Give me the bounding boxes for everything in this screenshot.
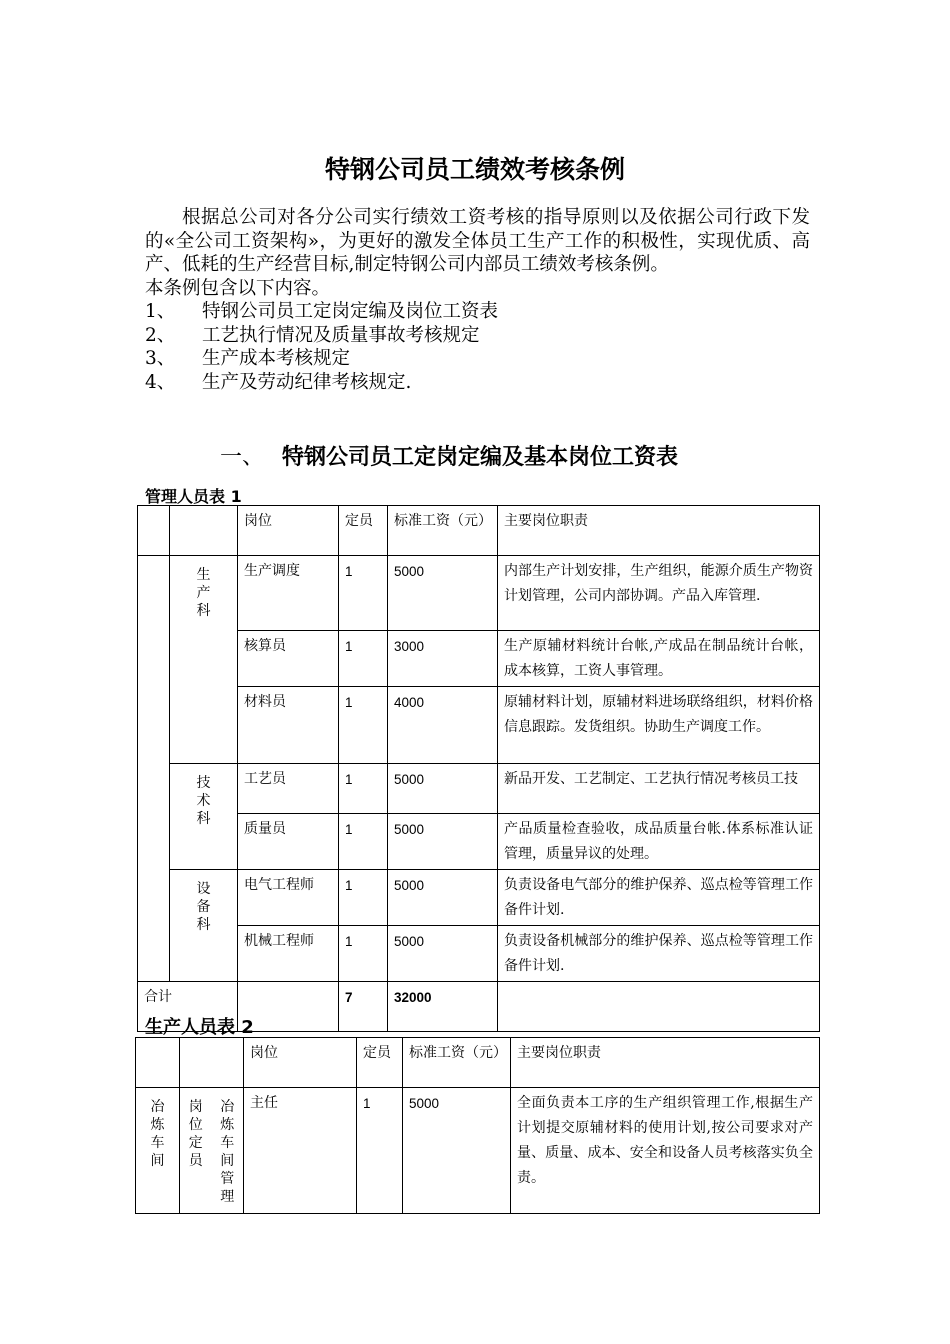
cell-duties: 内部生产计划安排，生产组织，能源介质生产物资计划管理，公司内部协调。产品入库管理. (498, 556, 820, 631)
table-header-row (138, 506, 820, 556)
subgroup-label: 岗位定员 (180, 1088, 212, 1214)
cell-position: 主任 (244, 1088, 357, 1214)
section-number: 一、 (220, 445, 265, 470)
cell-salary: 5000 (388, 556, 498, 631)
header-salary: 标准工资（元） (403, 1038, 511, 1088)
cell-quota: 1 (339, 764, 388, 814)
table-row (138, 687, 820, 764)
table-row (138, 631, 820, 687)
production-staff-table (135, 1037, 820, 1214)
group-equipment: 设备科 (170, 870, 238, 982)
empty-cell (170, 506, 238, 556)
cell-duties: 产品质量检查验收，成品质量台帐.体系标准认证管理，质量异议的处理。 (498, 814, 820, 870)
contents-number: 3、 (145, 348, 176, 369)
cell-salary: 5000 (388, 926, 498, 982)
cell-duties: 负责设备机械部分的维护保养、巡点检等管理工作备件计划. (498, 926, 820, 982)
header-salary: 标准工资（元） (388, 506, 498, 556)
contents-item (145, 371, 810, 395)
cell-position: 电气工程师 (238, 870, 339, 926)
total-salary: 32000 (388, 982, 498, 1032)
intro-paragraph: 根据总公司对各分公司实行绩效工资考核的指导原则以及依据公司行政下发的«全公司工资架构»，为更好的激发全体员工生产工作的积极性，实现优质、高产、低耗的生产经营目标,制定特钢公司内部员工绩效考核条例。 (145, 207, 810, 275)
cell-duties: 新品开发、工艺制定、工艺执行情况考核员工技 (498, 764, 820, 814)
contents-text: 特钢公司员工定岗定编及岗位工资表 (202, 301, 499, 322)
empty-cell (498, 982, 820, 1032)
contents-item (145, 300, 810, 324)
header-duties: 主要岗位职责 (511, 1038, 820, 1088)
intro-block (145, 206, 810, 394)
cell-position: 工艺员 (238, 764, 339, 814)
table-row (138, 764, 820, 814)
management-staff-table (137, 505, 820, 1032)
group-production: 生产科 (170, 556, 238, 764)
document-title: 特钢公司员工绩效考核条例 (324, 155, 625, 184)
cell-position: 核算员 (238, 631, 339, 687)
total-label: 合计 (138, 982, 238, 1032)
table-header-row (136, 1038, 820, 1088)
section-title: 特钢公司员工定岗定编及基本岗位工资表 (282, 445, 679, 470)
empty-cell (180, 1038, 244, 1088)
cell-quota: 1 (339, 556, 388, 631)
table-row (138, 870, 820, 926)
contents-text: 生产及劳动纪律考核规定. (202, 371, 412, 393)
cell-quota: 1 (339, 926, 388, 982)
category-label: 冶炼车间管理 (212, 1088, 244, 1214)
table-row (138, 556, 820, 631)
cell-salary: 5000 (388, 814, 498, 870)
header-position: 岗位 (238, 506, 339, 556)
cell-salary: 5000 (388, 764, 498, 814)
cell-salary: 3000 (388, 631, 498, 687)
cell-salary: 4000 (388, 687, 498, 764)
header-quota: 定员 (357, 1038, 403, 1088)
cell-quota: 1 (357, 1088, 403, 1214)
cell-position: 生产调度 (238, 556, 339, 631)
contents-number: 2、 (145, 324, 176, 346)
cell-duties: 全面负责本工序的生产组织管理工作,根据生产计划提交原辅材料的使用计划,按公司要求对产量、质量、成本、安全和设备人员考核落实负全责。 (511, 1088, 820, 1214)
section-heading (220, 440, 678, 471)
empty-cell (138, 556, 170, 982)
table-row (138, 814, 820, 870)
table-row (136, 1088, 820, 1214)
cell-position: 材料员 (238, 687, 339, 764)
contents-item (145, 347, 810, 371)
cell-quota: 1 (339, 814, 388, 870)
cell-salary: 5000 (403, 1088, 511, 1214)
contents-text: 工艺执行情况及质量事故考核规定 (202, 324, 480, 346)
cell-position: 质量员 (238, 814, 339, 870)
group-smelting-workshop: 冶炼车间 (136, 1088, 180, 1214)
header-quota: 定员 (339, 506, 388, 556)
contents-item (145, 324, 810, 348)
cell-quota: 1 (339, 870, 388, 926)
empty-cell (138, 506, 170, 556)
table-row (138, 926, 820, 982)
cell-duties: 负责设备电气部分的维护保养、巡点检等管理工作备件计划. (498, 870, 820, 926)
cell-duties: 原辅材料计划，原辅材料进场联络组织，材料价格信息跟踪。发货组织。协助生产调度工作。 (498, 687, 820, 764)
contents-intro: 本条例包含以下内容。 (145, 277, 331, 299)
header-duties: 主要岗位职责 (498, 506, 820, 556)
table2-caption: 生产人员表 2 (145, 1017, 254, 1038)
total-quota: 7 (339, 982, 388, 1032)
contents-number: 1、 (145, 301, 176, 322)
header-position: 岗位 (244, 1038, 357, 1088)
contents-text: 生产成本考核规定 (202, 348, 351, 369)
contents-number: 4、 (145, 371, 176, 393)
cell-position: 机械工程师 (238, 926, 339, 982)
empty-cell (136, 1038, 180, 1088)
cell-duties: 生产原辅材料统计台帐,产成品在制品统计台帐，成本核算，工资人事管理。 (498, 631, 820, 687)
cell-quota: 1 (339, 631, 388, 687)
cell-salary: 5000 (388, 870, 498, 926)
cell-quota: 1 (339, 687, 388, 764)
table1-caption: 管理人员表 1 (145, 487, 242, 506)
group-technical: 技术科 (170, 764, 238, 870)
